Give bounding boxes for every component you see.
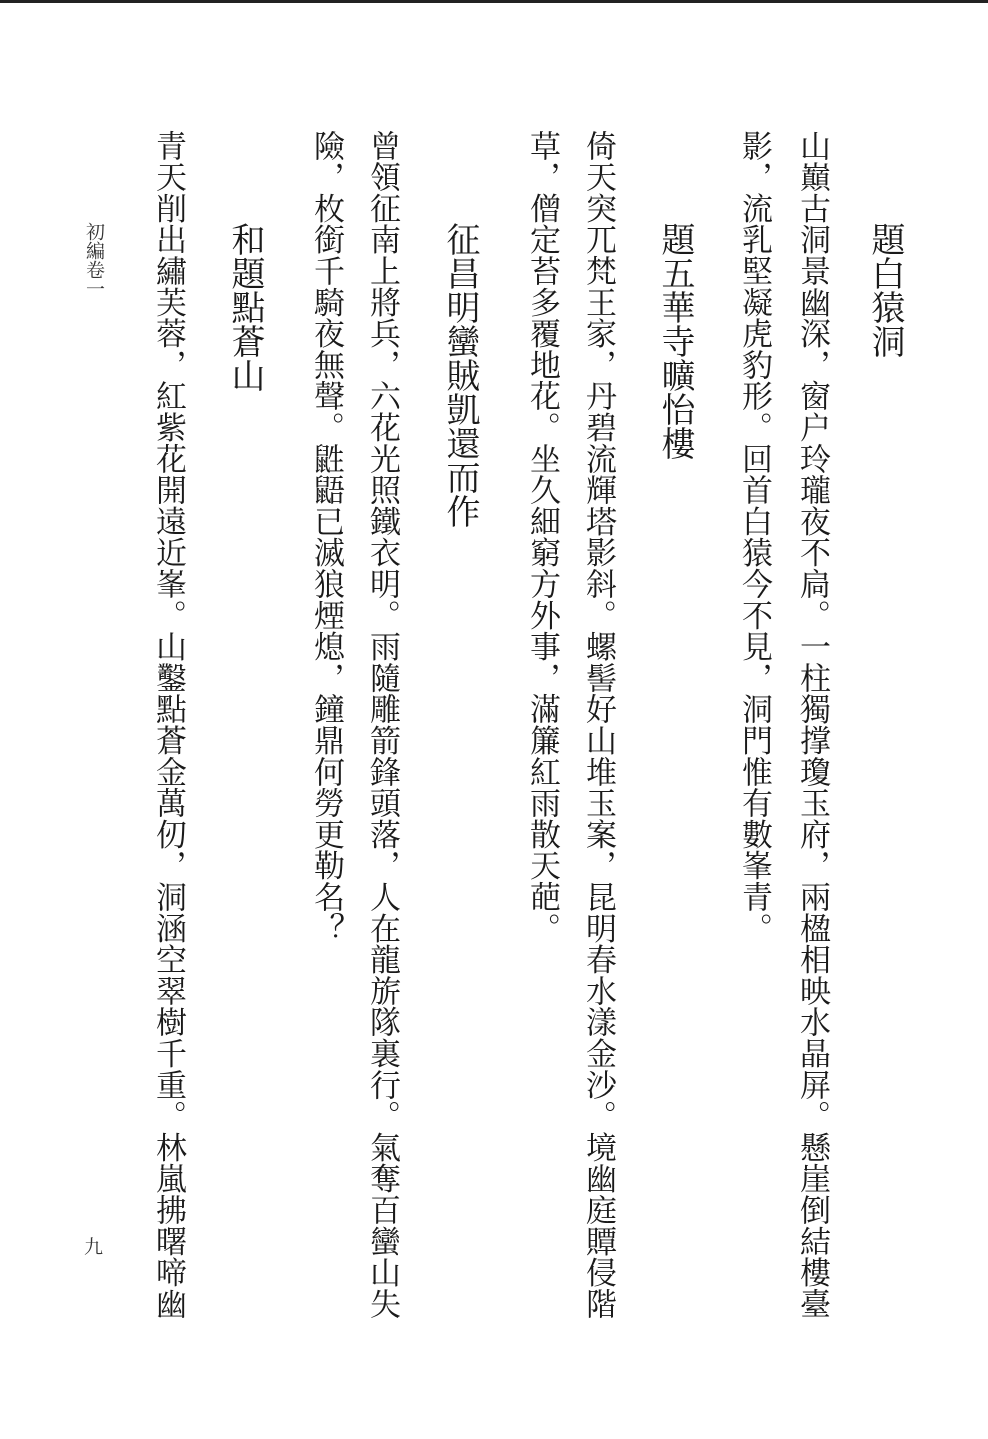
poem-title: 征昌明蠻賊凱還而作 bbox=[440, 222, 480, 528]
poem-line: 倚天突兀梵王家，丹碧流輝塔影斜。螺髻好山堆玉案，昆明春水漾金沙。境幽庭贉侵階 bbox=[580, 130, 616, 1320]
poem-line: 曾領征南上將兵，六花光照鐵衣明。雨隨雕箭鋒頭落，人在龍旂隊裏行。氣奪百蠻山失 bbox=[364, 130, 400, 1320]
poem-title: 和題點蒼山 bbox=[225, 222, 265, 392]
poem-title: 題白猿洞 bbox=[865, 222, 905, 358]
poem-line: 險，枚銜千騎夜無聲。鼪鼯已滅狼煙熄，鐘鼎何勞更勒名？ bbox=[308, 130, 344, 944]
poem-line: 山巔古洞景幽深，窗户玲瓏夜不扃。一柱獨撑瓊玉府，兩楹相映水晶屏。懸崖倒結樓臺 bbox=[794, 130, 830, 1320]
poem-title: 題五華寺曠怡樓 bbox=[655, 222, 695, 460]
poem-line: 草，僧定苔多覆地花。坐久細窮方外事，滿簾紅雨散天葩。 bbox=[524, 130, 560, 944]
poem-line: 青天削出繡芙蓉，紅紫花開遠近峯。山鑿點蒼金萬仞，洞涵空翠樹千重。林嵐拂曙啼幽 bbox=[150, 130, 186, 1320]
top-border-rule bbox=[0, 0, 988, 3]
poem-line: 影，流乳堅凝虎豹形。回首白猿今不見，洞門惟有數峯青。 bbox=[736, 130, 772, 944]
page-number: 九 bbox=[84, 1236, 104, 1258]
running-header: 初編卷一 bbox=[83, 222, 105, 298]
